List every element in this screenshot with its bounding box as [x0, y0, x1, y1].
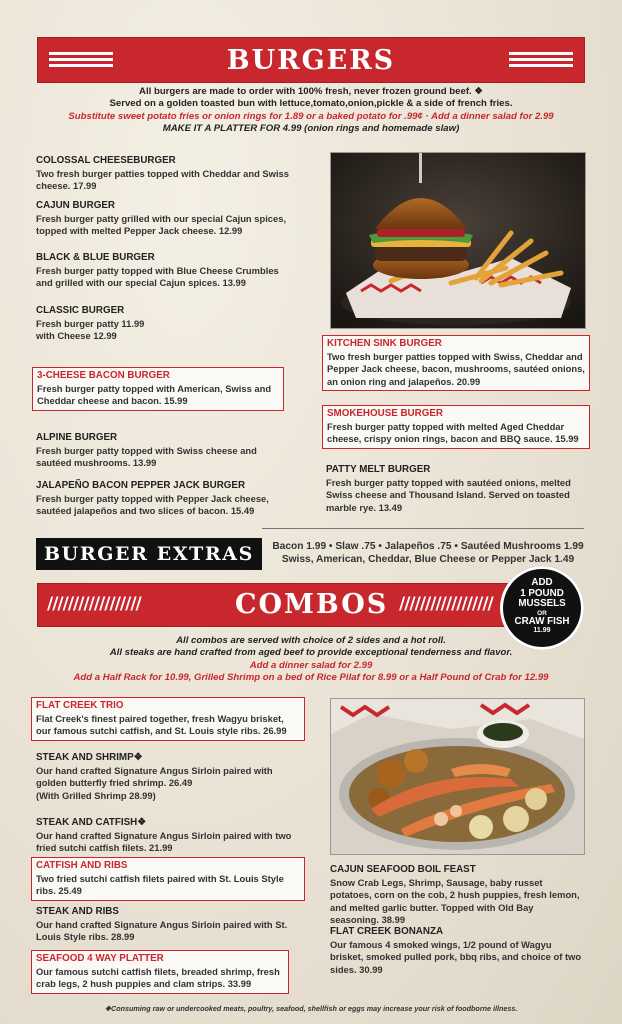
menu-item-featured — [31, 857, 305, 901]
combos-intro-line2: All steaks are hand crafted from aged beef to provide exceptional tenderness and flavor. — [109, 647, 513, 659]
item-desc: Fresh burger patty topped with Swiss cheese and sautéed mushrooms. 13.99 — [36, 444, 257, 469]
item-name: CAJUN SEAFOOD BOIL FEAST — [330, 864, 476, 875]
item-name: COLOSSAL CHEESEBURGER — [36, 155, 176, 166]
banner-lines-right — [509, 49, 573, 71]
banner-hatch-left: ////////////////// — [47, 594, 141, 614]
item-desc: Two fresh burger patties topped with Cheddar and Swiss cheese. 17.99 — [36, 167, 289, 192]
item-name: FLAT CREEK BONANZA — [330, 926, 444, 937]
combos-intro-line4: Add a Half Rack for 10.99, Grilled Shrimp on a bed of Rice Pilaf for 8.99 or a Half Pound of Crab for 12.99 — [73, 672, 549, 684]
item-name: PATTY MELT BURGER — [326, 464, 431, 475]
badge-line3: MUSSELS — [518, 598, 566, 609]
item-name: STEAK AND SHRIMP❖ — [36, 752, 143, 763]
menu-item — [36, 432, 276, 470]
item-desc: Our hand crafted Signature Angus Sirloin paired with St. Louis Style ribs. 28.99 — [36, 918, 288, 943]
food-safety-disclaimer: ❖Consuming raw or undercooked meats, poultry, seafood, shellfish or eggs may increase your risk of foodborne illness. — [104, 1004, 518, 1013]
burger-extras-list — [268, 541, 588, 567]
item-desc: Fresh burger patty topped with melted Aged Cheddar cheese, crispy onion rings, bacon and BBQ sauce. 15.99 — [327, 420, 579, 445]
combos-intro-line3: Add a dinner salad for 2.99 — [249, 659, 373, 671]
item-desc: Two fresh burger patties topped with Swiss, Cheddar and Pepper Jack cheese, bacon, mushrooms, sautéed onions, an onion ring and jalapeños. 20.99 — [327, 350, 585, 387]
menu-item — [326, 464, 580, 514]
item-name: ALPINE BURGER — [36, 432, 118, 443]
burgers-banner — [37, 37, 585, 83]
menu-item-featured — [32, 367, 284, 411]
item-name: FLAT CREEK TRIO — [36, 700, 124, 711]
item-desc: Flat Creek's finest paired together, fresh Wagyu brisket, our famous sutchi catfish, and St. Louis style ribs. 26.99 — [36, 712, 287, 737]
menu-item-featured — [31, 697, 305, 741]
badge-or: OR — [537, 609, 547, 617]
menu-item — [36, 752, 290, 802]
menu-item — [36, 200, 300, 238]
item-name: SMOKEHOUSE BURGER — [327, 408, 443, 419]
item-name: STEAK AND RIBS — [36, 906, 119, 917]
menu-item — [36, 817, 300, 855]
item-desc-2: (With Grilled Shrimp 28.99) — [36, 789, 156, 801]
combos-banner — [37, 583, 547, 627]
item-desc: Our hand crafted Signature Angus Sirloin paired with golden butterfly fried shrimp. 26.49 — [36, 764, 273, 789]
item-desc-2: with Cheese 12.99 — [36, 330, 117, 342]
menu-item-featured — [31, 950, 289, 994]
badge-line1: ADD — [531, 577, 553, 588]
menu-item — [36, 155, 296, 193]
banner-lines-left — [49, 49, 113, 71]
badge-line2: 1 POUND — [520, 587, 564, 599]
item-desc: Fresh burger patty 11.99 — [36, 317, 145, 329]
burgers-intro-line3: Substitute sweet potato fries or onion rings for 1.89 or a baked potato for .99¢ · Add a dinner salad for 2.99 — [68, 110, 554, 122]
item-desc: Our famous 4 smoked wings, 1/2 pound of Wagyu brisket, smoked pulled pork, bbq ribs, and choice of two sides. 30.99 — [330, 938, 582, 975]
item-name: 3-CHEESE BACON BURGER — [37, 370, 170, 381]
item-name: STEAK AND CATFISH❖ — [36, 817, 147, 828]
item-name: BLACK & BLUE BURGER — [36, 252, 155, 263]
combos-intro — [0, 635, 622, 685]
item-desc: Two fried sutchi catfish filets paired with St. Louis Style ribs. 25.49 — [36, 872, 284, 897]
menu-item-featured — [322, 335, 590, 391]
burger-photo — [330, 152, 586, 329]
item-desc: Fresh burger patty topped with American, Swiss and Cheddar cheese and bacon. 15.99 — [37, 382, 272, 407]
item-name: JALAPEÑO BACON PEPPER JACK BURGER — [36, 480, 246, 491]
item-desc: Our hand crafted Signature Angus Sirloin paired with two fried sutchi catfish filets. 21.99 — [36, 829, 292, 854]
combos-intro-line1: All combos are served with choice of 2 sides and a hot roll. — [176, 635, 446, 646]
banner-hatch-right: ////////////////// — [399, 594, 493, 614]
burgers-intro — [0, 86, 622, 136]
item-name: CAJUN BURGER — [36, 200, 115, 211]
item-desc: Fresh burger patty topped with Pepper Jack cheese, sautéed jalapeños and two slices of bacon. 15.49 — [36, 492, 269, 517]
burgers-intro-line2: Served on a golden toasted bun with lettuce,tomato,onion,pickle & a side of french fries. — [109, 98, 513, 110]
menu-item — [36, 480, 286, 518]
burgers-title: BURGERS — [226, 44, 396, 76]
menu-item — [36, 906, 292, 944]
burgers-intro-line4: MAKE IT A PLATTER FOR 4.99 (onion rings and homemade slaw) — [162, 123, 460, 135]
menu-item — [36, 305, 296, 343]
item-name: CLASSIC BURGER — [36, 305, 125, 316]
item-desc: Our famous sutchi catfish filets, breaded shrimp, fresh crab legs, 2 hush puppies and clam strips. 33.99 — [36, 965, 280, 990]
menu-item — [330, 926, 584, 976]
item-desc: Fresh burger patty topped with Blue Cheese Crumbles and grilled with our special Cajun spices. 13.99 — [36, 264, 279, 289]
item-name: CATFISH AND RIBS — [36, 860, 128, 871]
extras-line2: Swiss, American, Cheddar, Blue Cheese or Pepper Jack 1.49 — [281, 553, 575, 565]
badge-price: 11.99 — [533, 627, 551, 634]
section-divider — [262, 528, 584, 529]
menu-item-featured — [322, 405, 590, 449]
seafood-photo — [330, 698, 585, 855]
burger-extras-title: BURGER EXTRAS — [36, 538, 262, 570]
combos-title: COMBOS — [235, 589, 389, 620]
menu-item — [36, 252, 296, 290]
item-name: SEAFOOD 4 WAY PLATTER — [36, 953, 164, 964]
burgers-intro-line1: All burgers are made to order with 100% fresh, never frozen ground beef. ❖ — [139, 86, 483, 97]
item-desc: Fresh burger patty grilled with our special Cajun spices, topped with melted Pepper Jack cheese. 12.99 — [36, 212, 287, 237]
item-desc: Snow Crab Legs, Shrimp, Sausage, baby russet potatoes, corn on the cob, 2 hush puppies, fresh lemon, and melted garlic butter. Topped with Old Bay seasoning. 38.99 — [330, 876, 580, 926]
menu-item — [330, 864, 584, 927]
item-name: KITCHEN SINK BURGER — [327, 338, 442, 349]
item-desc: Fresh burger patty topped with sautéed onions, melted Swiss cheese and Thousand Island. Served on toasted marble rye. 13.49 — [326, 476, 571, 513]
badge-line4: CRAW FISH — [514, 615, 570, 627]
extras-line1: Bacon 1.99 • Slaw .75 • Jalapeños .75 • Sautéed Mushrooms 1.99 — [272, 541, 584, 552]
